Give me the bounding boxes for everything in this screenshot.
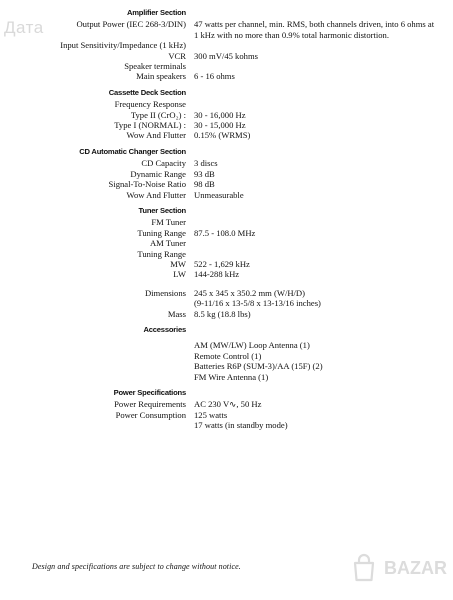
spec-label: Type I (NORMAL) :	[114, 120, 186, 131]
spec-value: Remote Control (1)	[194, 350, 262, 361]
spec-row	[0, 190, 453, 200]
section-title: CD Automatic Changer Section	[79, 146, 186, 156]
spec-label: AM Tuner	[149, 238, 186, 249]
spec-label: Input Sensitivity/Impedance (1 kHz)	[60, 40, 186, 51]
spec-sheet	[0, 8, 453, 437]
spec-row	[0, 71, 453, 81]
spec-value: Unmeasurable	[194, 189, 244, 200]
spec-label: Dimensions	[144, 287, 186, 298]
spec-row	[0, 351, 453, 361]
spec-row	[0, 340, 453, 350]
spec-label: Frequency Response	[114, 99, 186, 110]
spec-label: Wow And Flutter	[126, 130, 186, 141]
spec-value: 3 discs	[194, 158, 218, 169]
watermark-right	[348, 552, 447, 584]
section-title: Power Specifications	[113, 388, 186, 397]
amplifier-section	[0, 8, 453, 82]
spec-label: Wow And Flutter	[126, 189, 186, 200]
spec-label: LW	[173, 269, 186, 280]
spec-value: 8.5 kg (18.8 lbs)	[194, 308, 251, 319]
spec-value: 6 - 16 ohms	[194, 71, 235, 82]
watermark-text: BAZAR	[384, 557, 447, 578]
spec-label: Main speakers	[136, 71, 186, 82]
spec-row	[0, 249, 453, 259]
spec-row	[0, 40, 453, 50]
spec-label: Type II (CrO₂) :	[130, 109, 186, 120]
spec-row	[0, 120, 453, 130]
spec-value: 144-288 kHz	[194, 269, 240, 280]
spec-row	[0, 179, 453, 189]
spec-value: 522 - 1,629 kHz	[194, 258, 250, 269]
spec-row	[0, 399, 453, 409]
spec-row	[0, 420, 453, 430]
spec-row	[0, 361, 453, 371]
section-title: Cassette Deck Section	[108, 87, 186, 97]
spec-label: Output Power (IEC 268-3/DIN)	[76, 19, 186, 30]
accessories-section	[0, 325, 453, 382]
spec-label: Speaker terminals	[124, 61, 186, 72]
spec-row	[0, 61, 453, 71]
spec-row	[0, 238, 453, 248]
spec-value: 17 watts (in standby mode)	[194, 420, 288, 431]
spec-value: 47 watts per channel, min. RMS, both channels driven, into 6 ohms at 1 kHz with no more than 0.9% total harmonic distortion.	[194, 19, 435, 40]
tuner-section	[0, 206, 453, 319]
section-title: Tuner Section	[138, 205, 186, 215]
spec-row	[0, 158, 453, 168]
spec-label: Tuning Range	[137, 227, 186, 238]
spec-value: 98 dB	[194, 179, 215, 190]
spec-value: 30 - 15,000 Hz	[194, 120, 246, 131]
spec-row	[0, 110, 453, 120]
spec-value: AC 230 V∿, 50 Hz	[194, 399, 262, 410]
spec-label: Power Consumption	[115, 409, 186, 420]
spec-label: Tuning Range	[137, 248, 186, 259]
spec-label: FM Tuner	[151, 217, 186, 228]
spec-label: Dynamic Range	[130, 168, 186, 179]
spec-row	[0, 269, 453, 279]
spec-value: 125 watts	[194, 409, 228, 420]
spec-value: 0.15% (WRMS)	[194, 130, 251, 141]
spec-row	[0, 372, 453, 382]
cassette-deck-section	[0, 88, 453, 141]
spec-row	[0, 410, 453, 420]
section-title: Accessories	[143, 324, 186, 334]
spec-row	[0, 51, 453, 61]
watermark-left: Дата	[4, 18, 44, 37]
spec-row	[0, 130, 453, 140]
spec-row	[0, 288, 453, 298]
spec-value: 245 x 345 x 350.2 mm (W/H/D)	[194, 287, 305, 298]
spec-value: Batteries R6P (SUM-3)/AA (15F) (2)	[194, 361, 323, 372]
spec-row	[0, 309, 453, 319]
footer-notice: Design and specifications are subject to change without notice.	[32, 562, 241, 571]
spec-value: 93 dB	[194, 168, 215, 179]
spec-label: MW	[170, 258, 186, 269]
spec-value: 30 - 16,000 Hz	[194, 109, 246, 120]
cd-changer-section	[0, 147, 453, 200]
spacer	[0, 280, 453, 288]
spec-label: Power Requirements	[114, 399, 186, 410]
spec-value: 87.5 - 108.0 MHz	[194, 227, 256, 238]
spec-label: Mass	[167, 308, 186, 319]
spec-value: AM (MW/LW) Loop Antenna (1)	[194, 340, 310, 351]
spec-row	[0, 169, 453, 179]
spec-value: (9-11/16 x 13-5/8 x 13-13/16 inches)	[194, 298, 321, 309]
spec-row	[0, 19, 453, 40]
spec-label: VCR	[168, 50, 186, 61]
spec-value: 300 mV/45 kohms	[194, 50, 258, 61]
shopping-bag-icon	[348, 552, 380, 584]
section-title: Amplifier Section	[126, 8, 186, 17]
spec-label: CD Capacity	[141, 158, 186, 169]
spec-row	[0, 259, 453, 269]
spec-value: FM Wire Antenna (1)	[194, 371, 269, 382]
spec-label: Signal-To-Noise Ratio	[108, 179, 186, 190]
spec-row	[0, 217, 453, 227]
spec-row	[0, 228, 453, 238]
power-section	[0, 388, 453, 431]
spec-row	[0, 99, 453, 109]
spec-row	[0, 298, 453, 308]
